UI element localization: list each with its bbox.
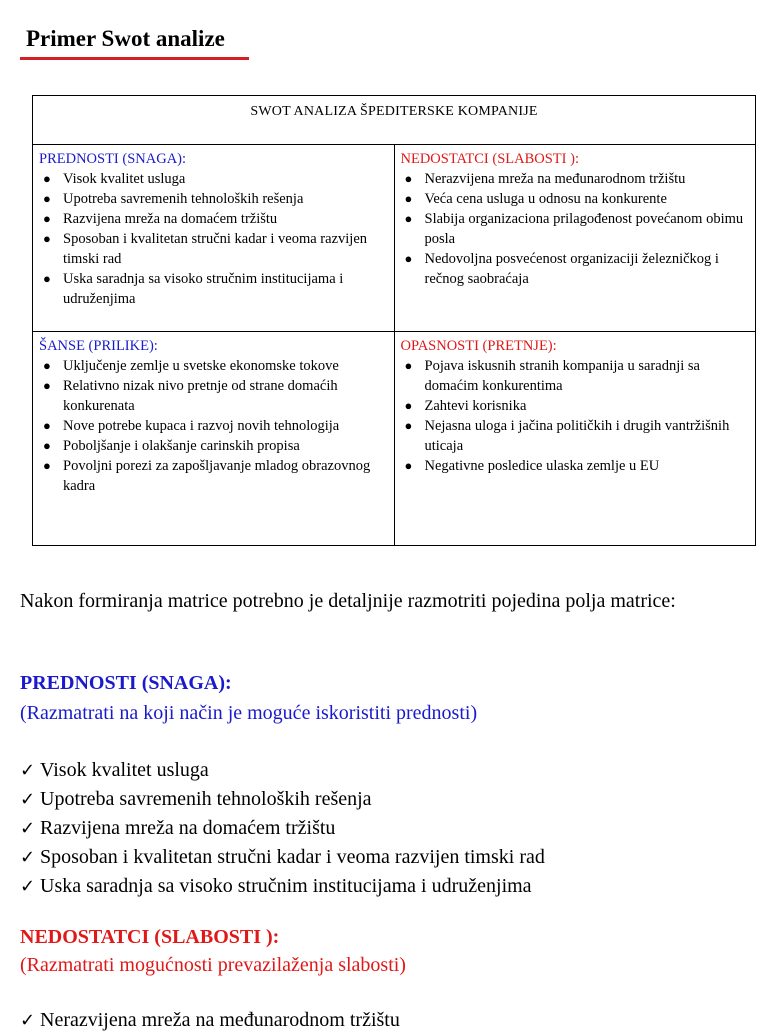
check-icon: ✓	[20, 789, 36, 810]
bullet-icon: ●	[404, 398, 413, 413]
weaknesses-list	[401, 169, 750, 289]
threats-list	[401, 356, 750, 476]
bullet-icon: ●	[43, 211, 51, 226]
bullet-icon: ●	[43, 458, 51, 473]
check-icon: ✓	[20, 876, 36, 897]
bullet-icon: ●	[43, 358, 51, 373]
bullet-icon: ●	[404, 358, 413, 373]
check-icon: ✓	[20, 760, 36, 781]
strengths-title: PREDNOSTI (SNAGA):	[39, 151, 187, 167]
list-item: ● Slabija organizaciona prilagođenost povećanom obimu posla	[404, 211, 744, 247]
bullet-icon: ●	[43, 171, 51, 186]
intro-paragraph: Nakon formiranja matrice potrebno je detaljnije razmotriti pojedina polja matrice:	[20, 590, 676, 612]
list-item: ● Razvijena mreža na domaćem tržištu	[43, 211, 278, 227]
bullet-icon: ●	[43, 231, 51, 246]
bullet-icon: ●	[404, 171, 413, 186]
opportunities-title: ŠANSE (PRILIKE):	[39, 338, 158, 354]
bullet-icon: ●	[404, 458, 413, 473]
bullet-icon: ●	[43, 418, 51, 433]
list-item: ✓ Nerazvijena mreža na međunarodnom tržištu	[20, 1006, 400, 1035]
threats-title: OPASNOSTI (PRETNJE):	[400, 338, 557, 354]
swot-table	[32, 95, 756, 546]
bullet-icon: ●	[43, 378, 51, 393]
weaknesses-title: NEDOSTATCI (SLABOSTI ):	[400, 151, 579, 167]
bullet-icon: ●	[43, 438, 51, 453]
list-item: ● Nerazvijena mreža na međunarodnom tržištu	[404, 171, 686, 187]
strengths-cell	[33, 145, 395, 332]
list-item: ✓ Uska saradnja sa visoko stručnim institucijama i udruženjima	[20, 872, 545, 901]
title-underline	[20, 57, 249, 60]
bullet-icon: ●	[43, 271, 51, 286]
list-item: ● Relativno nizak nivo pretnje od strane domaćih konkurenata	[43, 378, 338, 414]
list-item: ✓ Sposoban i kvalitetan stručni kadar i veoma razvijen timski rad	[20, 843, 545, 872]
list-item: ✓ Visok kvalitet usluga	[20, 756, 545, 785]
list-item: ● Nove potrebe kupaca i razvoj novih tehnologija	[43, 418, 340, 434]
list-item: ● Uključenje zemlje u svetske ekonomske tokove	[43, 358, 339, 374]
page-title: Primer Swot analize	[26, 26, 225, 51]
strengths-section-title: PREDNOSTI (SNAGA):	[20, 672, 232, 694]
check-icon: ✓	[20, 847, 36, 868]
list-item: ● Sposoban i kvalitetan stručni kadar i veoma razvijen timski rad	[43, 231, 368, 267]
list-item: ● Nedovoljna posvećenost organizaciji železničkog i rečnog saobraćaja	[404, 251, 719, 287]
list-item: ● Negativne posledice ulaska zemlje u EU	[404, 458, 660, 474]
opportunities-cell	[33, 332, 395, 546]
bullet-icon: ●	[404, 211, 413, 226]
weaknesses-checklist	[20, 1006, 400, 1035]
check-icon: ✓	[20, 818, 36, 839]
list-item: ● Povoljni porezi za zapošljavanje mladog obrazovnog kadra	[43, 458, 371, 494]
list-item: ● Poboljšanje i olakšanje carinskih propisa	[43, 438, 300, 454]
bullet-icon: ●	[43, 191, 51, 206]
opportunities-list	[39, 356, 388, 496]
weaknesses-cell	[394, 145, 756, 332]
swot-table-header	[33, 96, 756, 145]
list-item: ● Pojava iskusnih stranih kompanija u saradnji sa domaćim konkurentima	[404, 358, 700, 394]
weaknesses-section-title: NEDOSTATCI (SLABOSTI ):	[20, 926, 280, 948]
weaknesses-section-subtitle: (Razmatrati mogućnosti prevazilaženja slabosti)	[20, 954, 406, 976]
strengths-checklist	[20, 756, 545, 901]
list-item: ● Nejasna uloga i jačina političkih i drugih vantržišnih uticaja	[404, 418, 730, 454]
list-item: ● Uska saradnja sa visoko stručnim institucijama i udruženjima	[43, 271, 344, 307]
bullet-icon: ●	[404, 418, 413, 433]
threats-cell	[394, 332, 756, 546]
strengths-list	[39, 169, 388, 309]
list-item: ● Visok kvalitet usluga	[43, 171, 186, 187]
bullet-icon: ●	[404, 191, 413, 206]
bullet-icon: ●	[404, 251, 413, 266]
strengths-section-subtitle: (Razmatrati na koji način je moguće iskoristiti prednosti)	[20, 702, 478, 724]
check-icon: ✓	[20, 1010, 36, 1031]
list-item: ● Veća cena usluga u odnosu na konkurente	[404, 191, 667, 207]
list-item: ● Upotreba savremenih tehnoloških rešenja	[43, 191, 304, 207]
list-item: ✓ Razvijena mreža na domaćem tržištu	[20, 814, 545, 843]
list-item: ● Zahtevi korisnika	[404, 398, 527, 414]
list-item: ✓ Upotreba savremenih tehnoloških rešenja	[20, 785, 545, 814]
swot-table-title: SWOT ANALIZA ŠPEDITERSKE KOMPANIJE	[250, 104, 538, 119]
